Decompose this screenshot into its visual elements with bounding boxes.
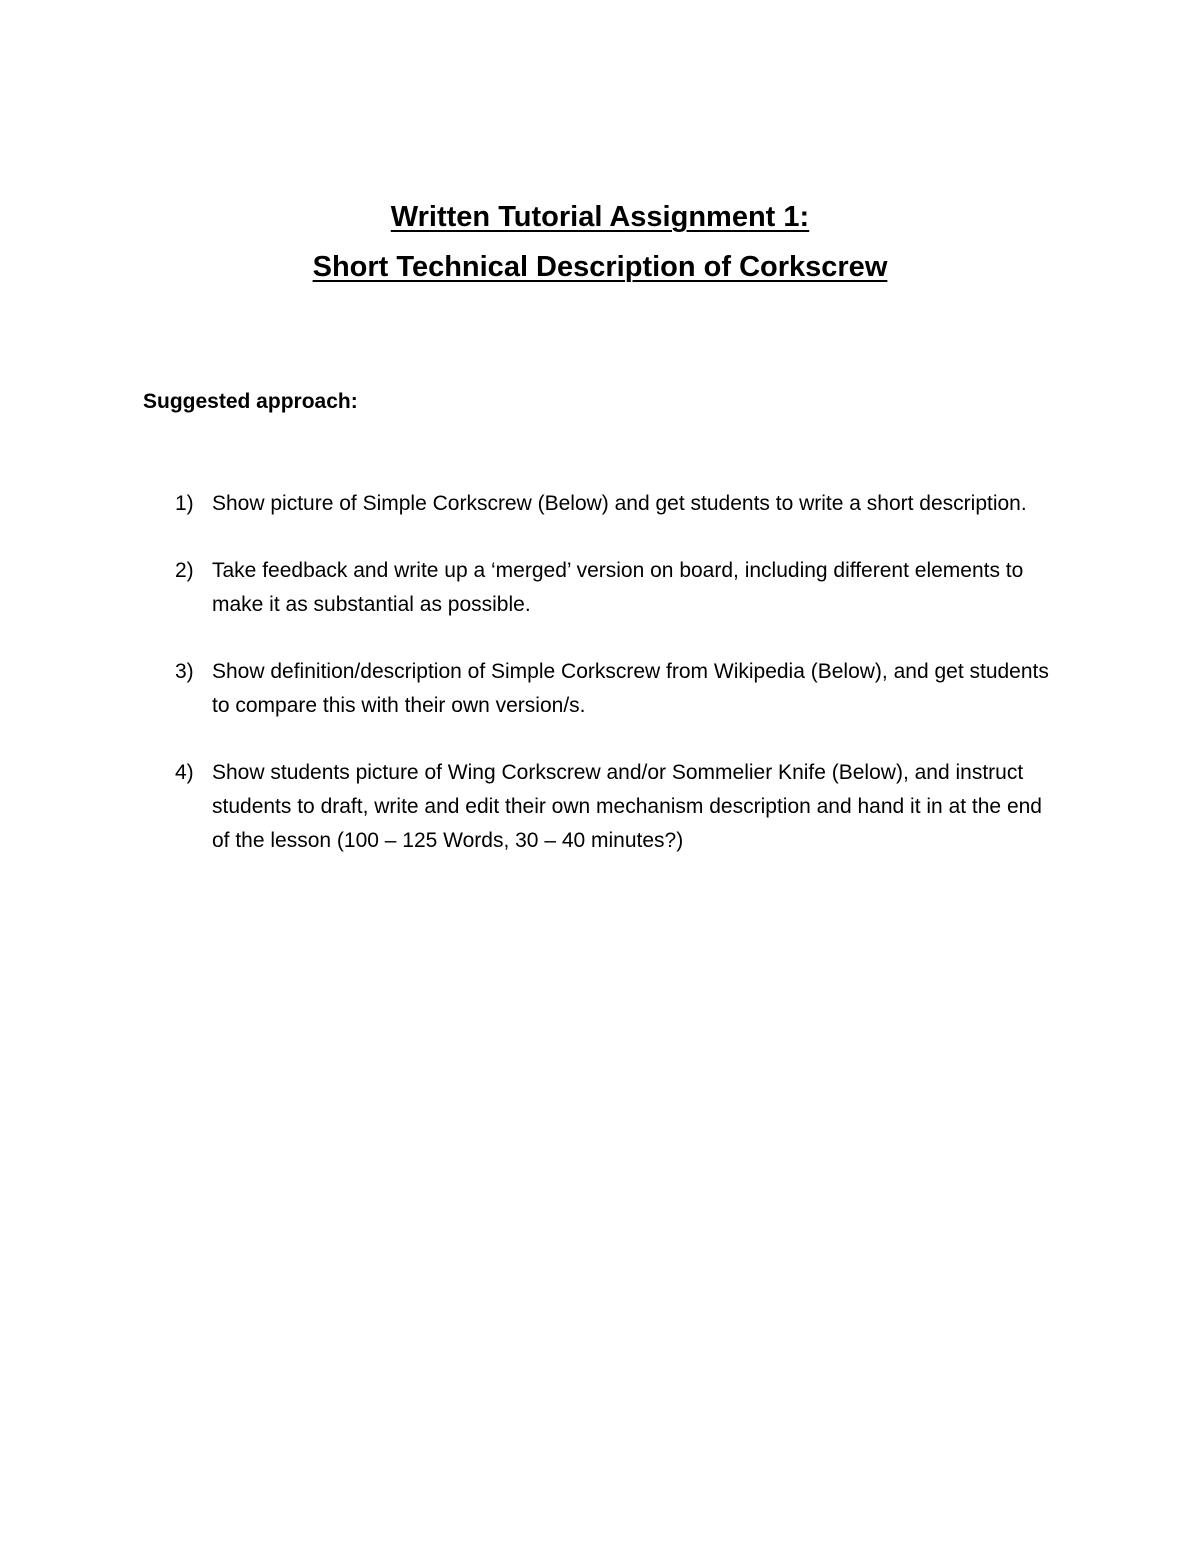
list-item-text: Show picture of Simple Corkscrew (Below) and get students to write a short description.: [212, 492, 1027, 515]
document-subtitle: Short Technical Description of Corkscrew: [312, 251, 888, 283]
list-item: [175, 554, 1075, 622]
section-heading: Suggested approach:: [143, 390, 358, 413]
list-item-text: Show students picture of Wing Corkscrew and/or Sommelier Knife (Below), and instruct students to draft, write and edit their own mechanism description and hand it in at the end of the lesson (100 – 125 Words, 30 – 40 minutes?): [212, 761, 1042, 852]
list-item: [175, 655, 1075, 723]
list-item-number: 2): [175, 559, 194, 582]
list-item-text: Take feedback and write up a ‘merged’ version on board, including different elements to make it as substantial as possible.: [212, 559, 1024, 616]
list-item: [175, 756, 1075, 858]
list-item-text: Show definition/description of Simple Corkscrew from Wikipedia (Below), and get students to compare this with their own version/s.: [212, 660, 1049, 717]
list-item-number: 3): [175, 660, 194, 683]
list-item-number: 4): [175, 761, 194, 784]
list-item: [175, 487, 1075, 521]
list-item-number: 1): [175, 492, 194, 515]
steps-list: [175, 487, 1075, 891]
document-title: Written Tutorial Assignment 1:: [390, 201, 810, 233]
title-block: [0, 192, 1200, 292]
